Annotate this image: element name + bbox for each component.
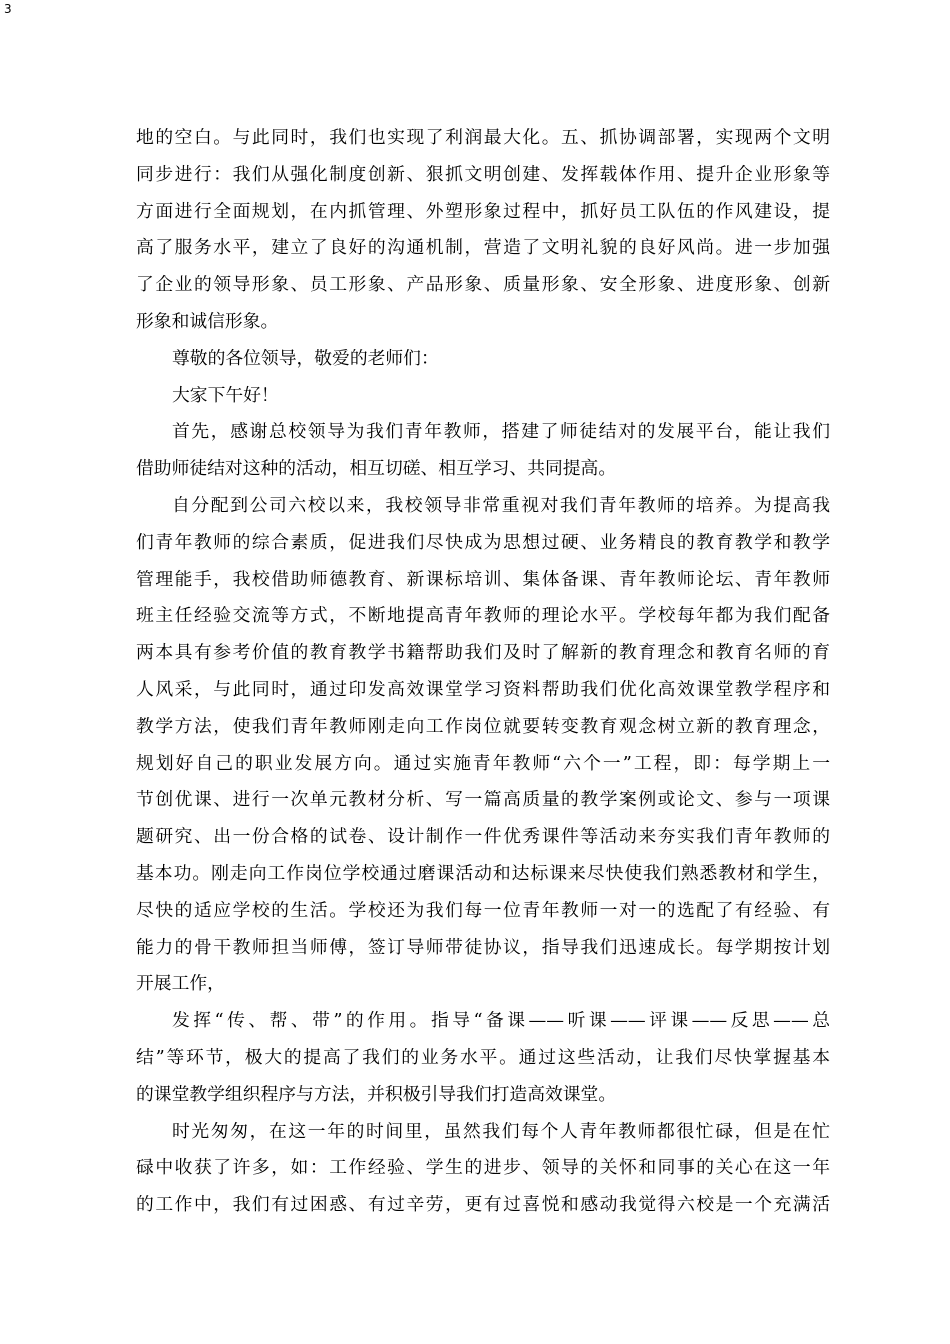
text-line: 尽快的适应学校的生活。学校还为我们每一位青年教师一对一的选配了有经验、有 [136,899,830,921]
text-line: 形象和诚信形象。 [136,310,279,332]
text-line: 题研究、出一份合格的试卷、设计制作一件优秀课件等活动来夯实我们青年教师的 [136,826,830,848]
page-number: 3 [4,2,12,16]
text-line: 开展工作， [136,973,225,995]
text-line: 管理能手，我校借助师德教育、新课标培训、集体备课、青年教师论坛、青年教师 [136,568,830,590]
text-line: 班主任经验交流等方式，不断地提高青年教师的理论水平。学校每年都为我们配备 [136,605,830,627]
text-line: 借助师徒结对这种的活动，相互切磋、相互学习、共同提高。 [136,458,617,480]
text-line: 结”等环节，极大的提高了我们的业务水平。通过这些活动，让我们尽快掌握基本 [136,1046,830,1068]
text-line: 时光匆匆，在这一年的时间里，虽然我们每个人青年教师都很忙碌，但是在忙 [172,1120,830,1142]
text-line: 大家下午好！ [172,384,279,406]
text-line: 的课堂教学组织程序与方法，并积极引导我们打造高效课堂。 [136,1083,617,1105]
text-line: 自分配到公司六校以来，我校领导非常重视对我们青年教师的培养。为提高我 [172,494,830,516]
text-line: 碌中收获了许多，如：工作经验、学生的进步、领导的关怀和同事的关心在这一年 [136,1157,830,1179]
text-line: 的工作中，我们有过困惑、有过辛劳，更有过喜悦和感动我觉得六校是一个充满活 [136,1194,830,1216]
text-line: 教学方法，使我们青年教师刚走向工作岗位就要转变教育观念树立新的教育理念， [136,715,830,737]
text-line: 发挥“传、帮、带”的作用。指导“备课——听课——评课——反思——总 [172,1010,830,1032]
text-line: 方面进行全面规划，在内抓管理、外塑形象过程中，抓好员工队伍的作风建设，提 [136,200,830,222]
text-line: 同步进行：我们从强化制度创新、狠抓文明创建、发挥载体作用、提升企业形象等 [136,163,830,185]
text-line: 高了服务水平，建立了良好的沟通机制，营造了文明礼貌的良好风尚。进一步加强 [136,237,830,259]
text-line: 能力的骨干教师担当师傅，签订导师带徒协议，指导我们迅速成长。每学期按计划 [136,936,830,958]
text-line: 人风采，与此同时，通过印发高效课堂学习资料帮助我们优化高效课堂教学程序和 [136,678,830,700]
text-line: 首先，感谢总校领导为我们青年教师，搭建了师徒结对的发展平台，能让我们 [172,421,830,443]
text-line: 了企业的领导形象、员工形象、产品形象、质量形象、安全形象、进度形象、创新 [136,274,830,296]
text-line: 两本具有参考价值的教育教学书籍帮助我们及时了解新的教育理念和教育名师的育 [136,642,830,664]
text-line: 基本功。刚走向工作岗位学校通过磨课活动和达标课来尽快使我们熟悉教材和学生， [136,862,830,884]
text-line: 们青年教师的综合素质，促进我们尽快成为思想过硬、业务精良的教育教学和教学 [136,531,830,553]
text-line: 地的空白。与此同时，我们也实现了利润最大化。五、抓协调部署，实现两个文明 [136,127,830,148]
document-body [136,120,830,1224]
text-line: 尊敬的各位领导，敬爱的老师们： [172,347,439,369]
text-line: 节创优课、进行一次单元教材分析、写一篇高质量的教学案例或论文、参与一项课 [136,789,830,811]
text-line: 规划好自己的职业发展方向。通过实施青年教师“六个一”工程，即：每学期上一 [136,752,830,774]
